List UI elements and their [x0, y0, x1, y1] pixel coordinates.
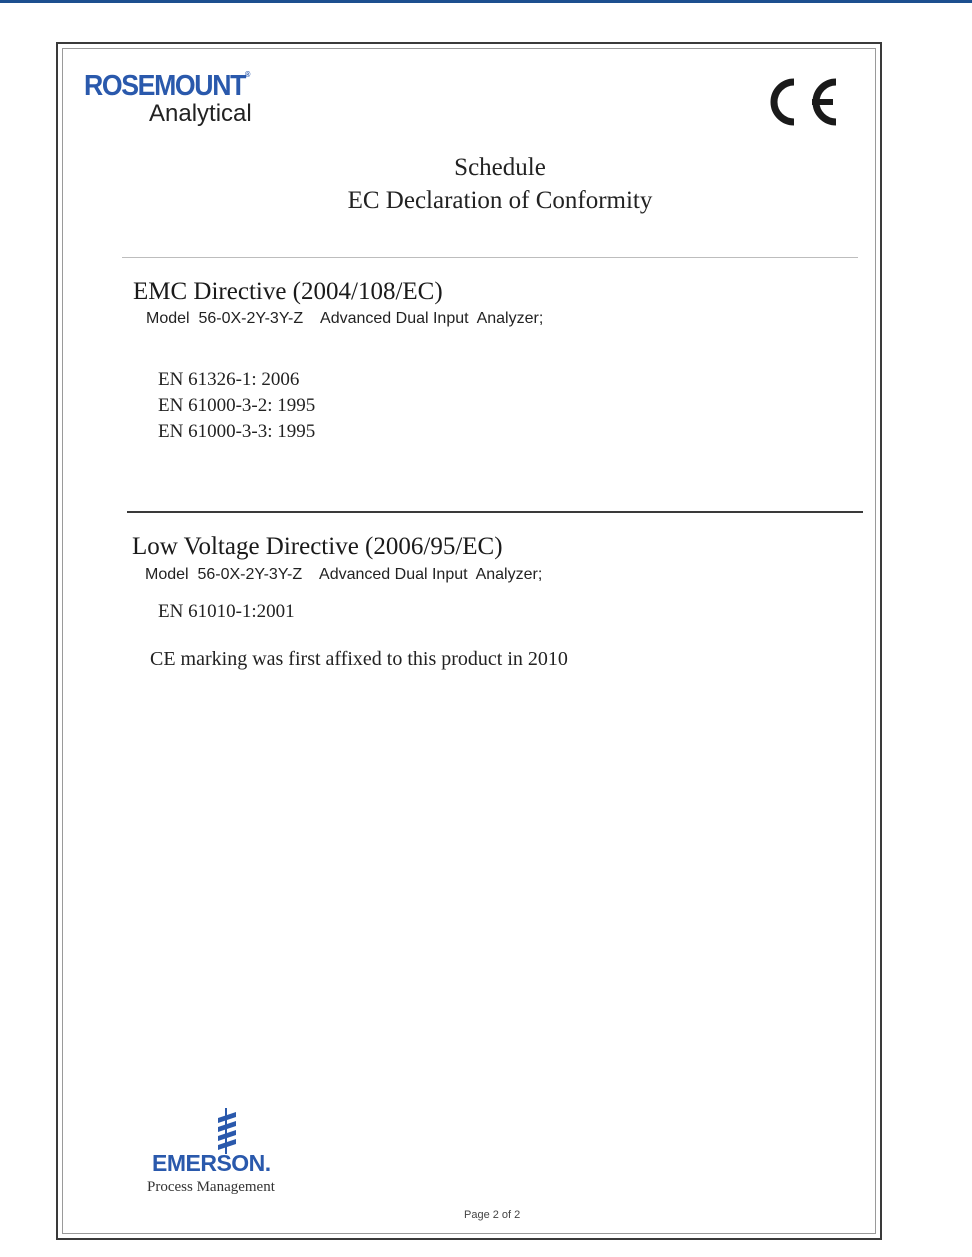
ce-marking-note: CE marking was first affixed to this product in 2010: [150, 648, 568, 670]
ce-mark-icon: [760, 74, 842, 130]
lvd-directive-title: Low Voltage Directive (2006/95/EC): [132, 533, 503, 560]
emc-standard-item: EN 61000-3-3: 1995: [158, 421, 316, 442]
registered-mark: ®: [245, 70, 251, 79]
emc-standard-item: EN 61000-3-2: 1995: [158, 395, 316, 416]
document-inner-frame: [62, 48, 876, 1234]
page-number: Page 2 of 2: [464, 1209, 521, 1221]
divider: [122, 257, 858, 258]
lvd-standard-item: EN 61010-1:2001: [158, 601, 295, 622]
lvd-model-line: Model 56-0X-2Y-3Y-Z Advanced Dual Input Analyzer;: [145, 566, 543, 583]
rosemount-logo: [84, 70, 250, 103]
emc-directive-title: EMC Directive (2004/108/EC): [133, 278, 443, 305]
top-rule: [0, 0, 972, 3]
rosemount-logo-subtitle: Analytical: [149, 100, 252, 127]
emerson-division: Process Management: [147, 1179, 275, 1195]
rosemount-logo-text: ROSEMOUNT: [84, 70, 245, 102]
emerson-logo-icon: [208, 1108, 246, 1154]
section-divider: [127, 511, 863, 513]
emerson-logo-text: EMERSON.: [152, 1150, 271, 1176]
emc-standard-item: EN 61326-1: 2006: [158, 369, 300, 390]
emc-model-line: Model 56-0X-2Y-3Y-Z Advanced Dual Input Analyzer;: [146, 310, 544, 327]
schedule-heading: Schedule: [454, 154, 546, 181]
declaration-heading: EC Declaration of Conformity: [347, 187, 653, 214]
